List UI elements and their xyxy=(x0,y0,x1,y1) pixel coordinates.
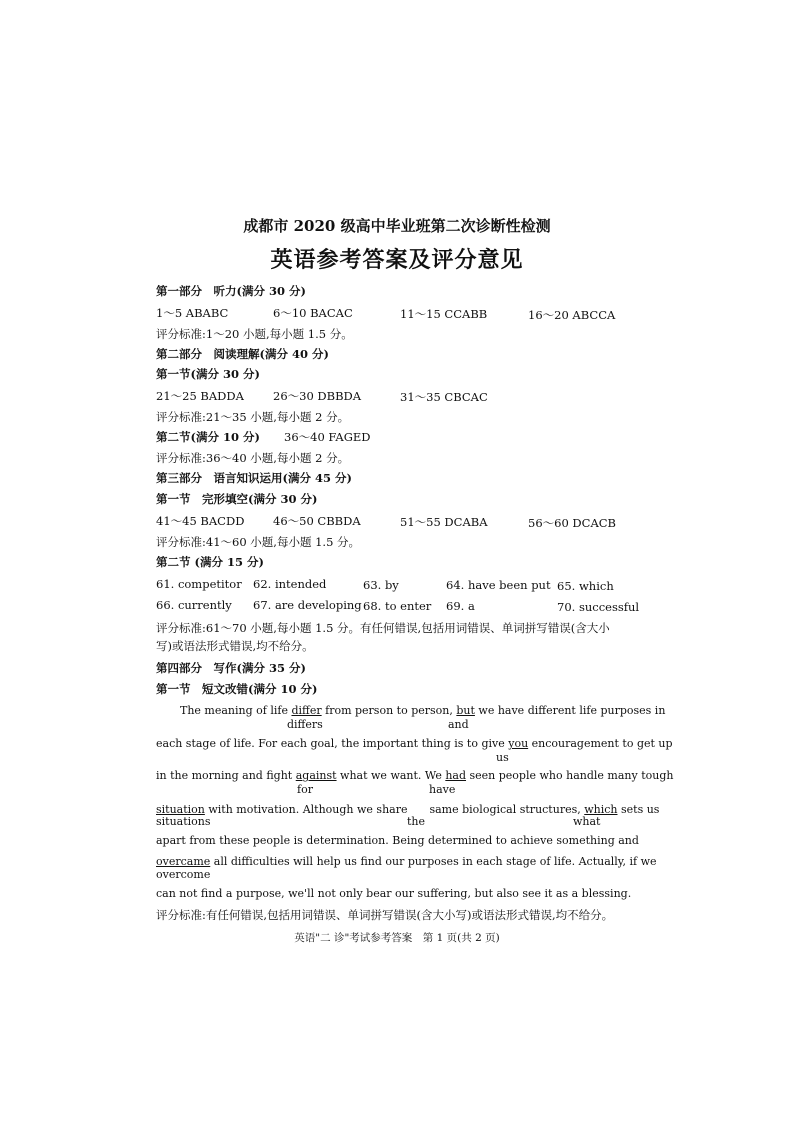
grammar-answer-68: 68. to enter xyxy=(363,599,432,613)
part1-answer-4: 16～20 ABCCA xyxy=(528,308,616,322)
page-footer: 英语"二 诊"考试参考答案 第 1 页(共 2 页) xyxy=(294,932,500,944)
error-word: had xyxy=(445,769,467,782)
essay-line-3: in the morning and fight against what we want. We had seen people who handle many tough xyxy=(156,769,674,782)
correction: for xyxy=(297,783,313,796)
part2-sec2-heading: 第二节(满分 10 分) xyxy=(156,430,260,444)
part1-heading: 第一部分 听力(满分 30 分) xyxy=(156,284,306,298)
part2-answer-1: 21～25 BADDA xyxy=(156,389,244,403)
error-word: differ xyxy=(291,704,322,717)
essay-line-6: overcame all difficulties will help us find our purposes in each stage of life. Actually, if we xyxy=(156,855,657,868)
grammar-answer-67: 67. are developing xyxy=(253,598,362,612)
correction: differs xyxy=(287,718,323,731)
essay-line-5: apart from these people is determination. Being determined to achieve something and xyxy=(156,834,639,847)
correction: the xyxy=(407,815,426,828)
document-title: 成都市 2020 级高中毕业班第二次诊断性检测 xyxy=(243,217,551,235)
part4-heading: 第四部分 写作(满分 35 分) xyxy=(156,661,306,675)
part3-answer-3: 51～55 DCABA xyxy=(400,515,488,529)
error-word: but xyxy=(456,704,475,717)
part4-standard: 评分标准:有任何错误,包括用词错误、单词拼写错误(含大小写)或语法形式错误,均不给分。 xyxy=(156,908,614,922)
part1-answer-3: 11～15 CCABB xyxy=(400,307,488,321)
error-word: against xyxy=(295,769,337,782)
document-subtitle: 英语参考答案及评分意见 xyxy=(270,247,524,273)
part2-sec2-answers: 36～40 FAGED xyxy=(284,430,371,444)
part1-standard: 评分标准:1～20 小题,每小题 1.5 分。 xyxy=(156,327,353,341)
correction: us xyxy=(496,751,509,764)
grammar-answer-61: 61. competitor xyxy=(156,577,242,591)
essay-line-4: situation with motivation. Although we share same biological structures, which sets us xyxy=(156,803,660,816)
correction: overcome xyxy=(156,868,211,881)
part2-answer-3: 31～35 CBCAC xyxy=(400,390,488,404)
part2-sec2-standard: 评分标准:36～40 小题,每小题 2 分。 xyxy=(156,451,350,465)
grammar-answer-65: 65. which xyxy=(557,579,614,593)
essay-line-1: The meaning of life differ from person to person, but we have different life purposes in xyxy=(180,704,666,717)
grammar-answer-64: 64. have been put xyxy=(446,578,551,592)
part2-heading: 第二部分 阅读理解(满分 40 分) xyxy=(156,347,329,361)
error-word: which xyxy=(584,803,618,816)
correction: have xyxy=(429,783,456,796)
essay-line-2: each stage of life. For each goal, the important thing is to give you encouragement to get up xyxy=(156,737,673,750)
essay-line-7: can not find a purpose, we'll not only bear our suffering, but also see it as a blessing. xyxy=(156,887,632,900)
grammar-answer-69: 69. a xyxy=(446,599,475,613)
part3-answer-1: 41～45 BACDD xyxy=(156,514,245,528)
part3-sec2-standard-2: 写)或语法形式错误,均不给分。 xyxy=(156,639,314,653)
grammar-answer-70: 70. successful xyxy=(557,600,640,614)
grammar-answer-66: 66. currently xyxy=(156,598,232,612)
grammar-answer-63: 63. by xyxy=(363,578,399,592)
part1-answer-1: 1～5 ABABC xyxy=(156,306,229,320)
grammar-answer-62: 62. intended xyxy=(253,577,327,591)
part1-answer-2: 6～10 BACAC xyxy=(273,306,353,320)
part3-answer-2: 46～50 CBBDA xyxy=(273,514,361,528)
correction: situations xyxy=(156,815,211,828)
part3-sec1-heading: 第一节 完形填空(满分 30 分) xyxy=(156,492,318,506)
part4-sec1-heading: 第一节 短文改错(满分 10 分) xyxy=(156,682,318,696)
part3-sec1-standard: 评分标准:41～60 小题,每小题 1.5 分。 xyxy=(156,535,361,549)
error-word: you xyxy=(508,737,529,750)
part2-sec1-standard: 评分标准:21～35 小题,每小题 2 分。 xyxy=(156,410,350,424)
correction: what xyxy=(573,815,601,828)
correction: and xyxy=(448,718,469,731)
part3-answer-4: 56～60 DCACB xyxy=(528,516,616,530)
part2-answer-2: 26～30 DBBDA xyxy=(273,389,362,403)
part3-heading: 第三部分 语言知识运用(满分 45 分) xyxy=(156,471,352,485)
part3-sec2-standard-1: 评分标准:61～70 小题,每小题 1.5 分。有任何错误,包括用词错误、单词拼写错误(含大小 xyxy=(156,621,610,635)
error-word: overcame xyxy=(156,855,211,868)
part2-sec1-heading: 第一节(满分 30 分) xyxy=(156,367,260,381)
error-word: situation xyxy=(156,803,205,816)
part3-sec2-heading: 第二节 (满分 15 分) xyxy=(156,555,264,569)
